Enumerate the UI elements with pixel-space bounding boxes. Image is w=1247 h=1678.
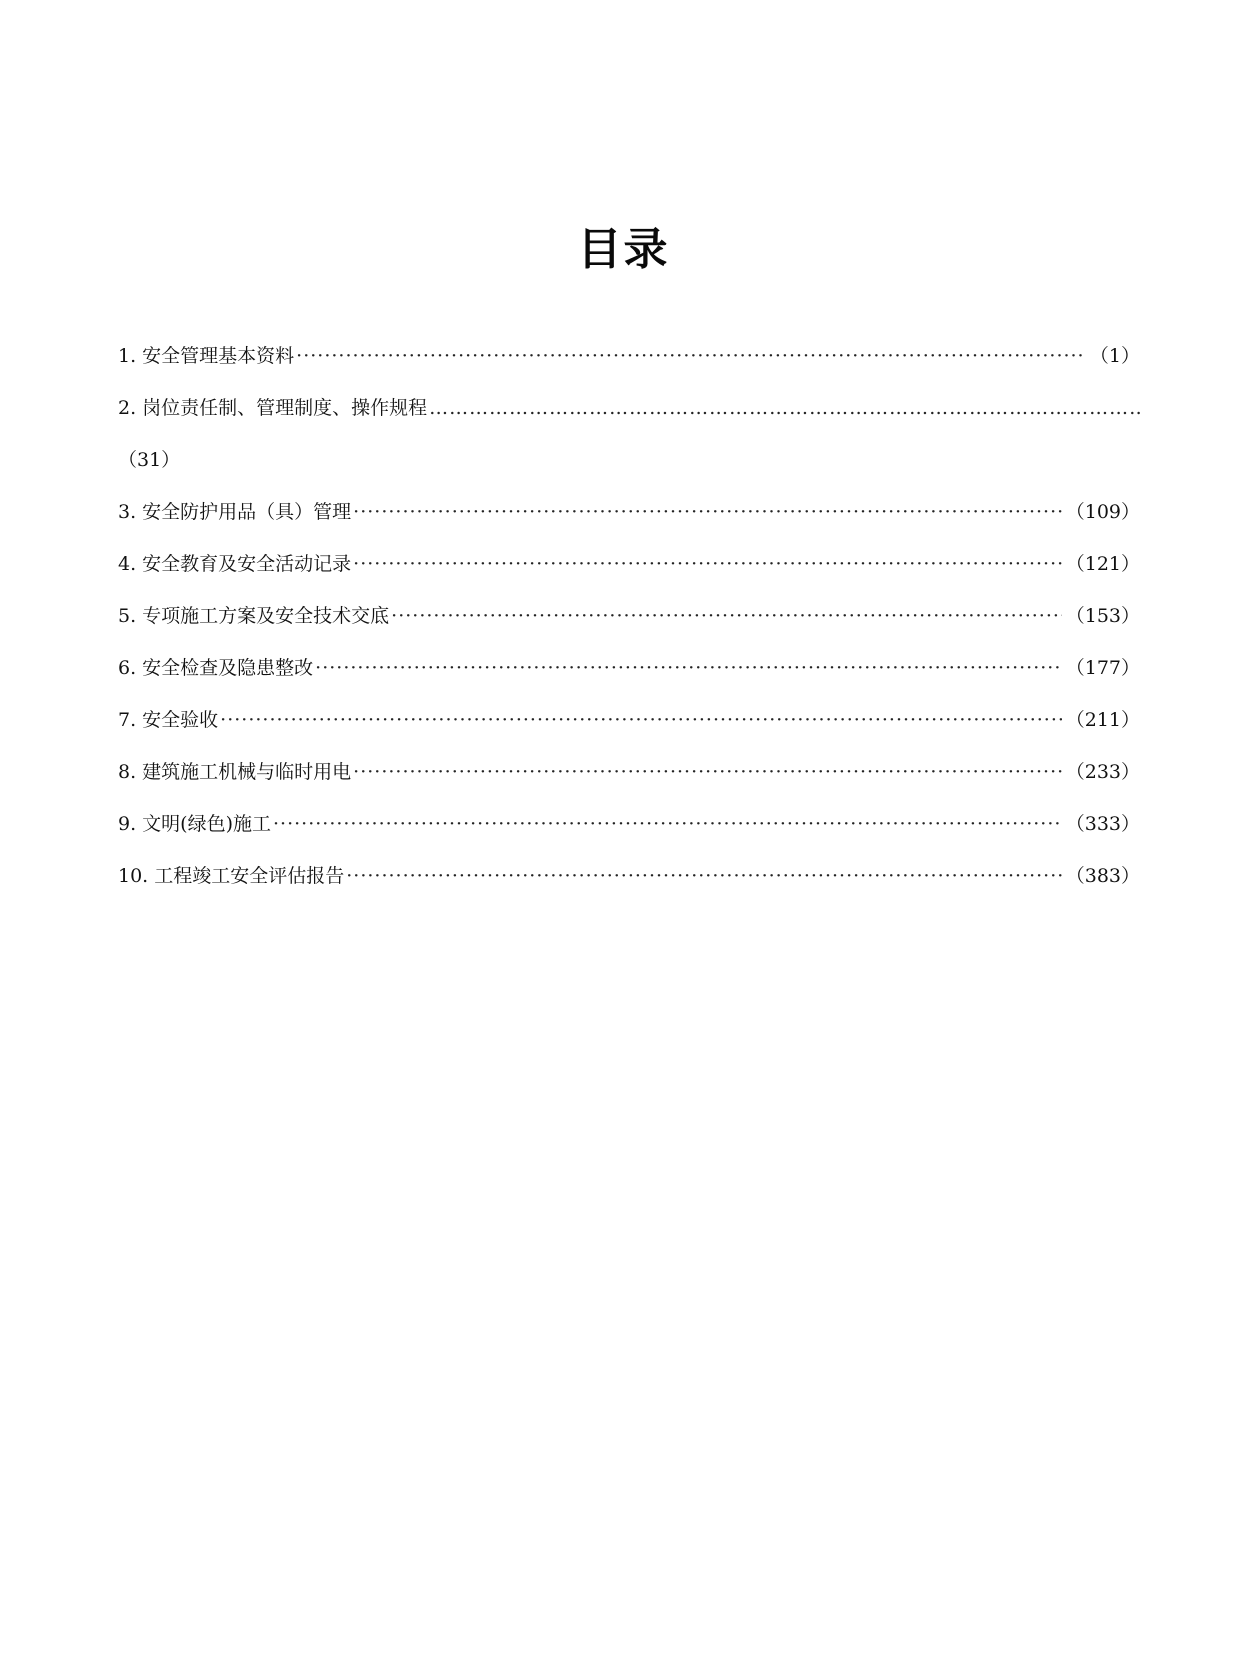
toc-entry-page: （177） bbox=[1065, 657, 1140, 679]
toc-entry-page: （121） bbox=[1065, 553, 1140, 575]
table-of-contents bbox=[118, 340, 1140, 912]
dot-leader bbox=[346, 860, 1061, 892]
dot-leader bbox=[429, 392, 1140, 424]
dot-leader bbox=[220, 704, 1062, 736]
toc-entry-label: 4. 安全教育及安全活动记录 bbox=[118, 553, 352, 575]
toc-entry-7[interactable] bbox=[118, 704, 1140, 756]
dot-leader bbox=[315, 652, 1062, 684]
toc-entry-label: 5. 专项施工方案及安全技术交底 bbox=[118, 605, 390, 627]
toc-entry-page: （211） bbox=[1065, 709, 1140, 731]
toc-entry-6[interactable] bbox=[118, 652, 1140, 704]
dot-leader bbox=[353, 496, 1062, 528]
toc-entry-label: 1. 安全管理基本资料 bbox=[118, 345, 295, 367]
toc-entry-3[interactable] bbox=[118, 496, 1140, 548]
toc-entry-page: （1） bbox=[1089, 345, 1140, 367]
toc-entry-label: 7. 安全验收 bbox=[118, 709, 219, 731]
toc-entry-page: （233） bbox=[1065, 761, 1140, 783]
toc-entry-page: （333） bbox=[1065, 813, 1140, 835]
toc-entry-page: （31） bbox=[118, 449, 181, 471]
toc-entry-9[interactable] bbox=[118, 808, 1140, 860]
toc-entry-4[interactable] bbox=[118, 548, 1140, 600]
dot-leader bbox=[391, 600, 1062, 632]
toc-entry-page: （109） bbox=[1065, 501, 1140, 523]
toc-entry-label: 8. 建筑施工机械与临时用电 bbox=[118, 761, 352, 783]
toc-entry-label: 10. 工程竣工安全评估报告 bbox=[118, 865, 345, 887]
toc-entry-label: 6. 安全检查及隐患整改 bbox=[118, 657, 314, 679]
toc-entry-2[interactable] bbox=[118, 392, 1140, 444]
toc-entry-8[interactable] bbox=[118, 756, 1140, 808]
toc-entry-2-continuation[interactable] bbox=[118, 444, 1140, 496]
dot-leader bbox=[353, 756, 1062, 788]
dot-leader bbox=[296, 340, 1086, 372]
toc-entry-page: （153） bbox=[1065, 605, 1140, 627]
dot-leader bbox=[273, 808, 1062, 840]
toc-entry-label: 2. 岗位责任制、管理制度、操作规程 bbox=[118, 397, 428, 419]
page-title: 目录 bbox=[577, 224, 670, 275]
toc-entry-label: 9. 文明(绿色)施工 bbox=[118, 813, 271, 835]
toc-entry-page: （383） bbox=[1065, 865, 1140, 887]
toc-entry-5[interactable] bbox=[118, 600, 1140, 652]
dot-leader bbox=[353, 548, 1062, 580]
toc-entry-10[interactable] bbox=[118, 860, 1140, 912]
toc-entry-label: 3. 安全防护用品（具）管理 bbox=[118, 501, 352, 523]
toc-entry-1[interactable] bbox=[118, 340, 1140, 392]
